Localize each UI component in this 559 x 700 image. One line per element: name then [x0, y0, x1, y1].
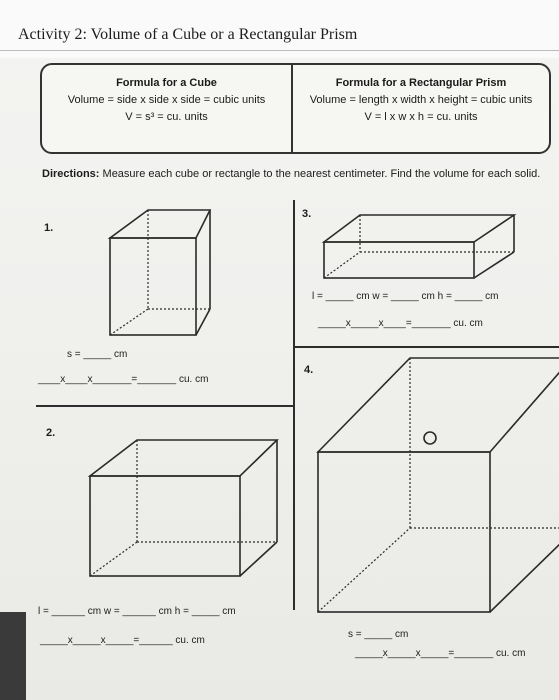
cube-formula-panel — [42, 75, 291, 126]
problem-3-number: 3. — [302, 208, 312, 220]
problem-4-number: 4. — [304, 364, 314, 376]
prism-formula-line1: Volume = length x width x height = cubic units — [309, 94, 533, 106]
title-divider — [0, 50, 559, 51]
prism-figure-3 — [318, 212, 548, 282]
problem-3-measure: l = _____ cm w = _____ cm h = _____ cm — [312, 291, 499, 302]
prism-formula-heading: Formula for a Rectangular Prism — [335, 77, 507, 89]
title-bar — [0, 0, 559, 58]
page-title: Activity 2: Volume of a Cube or a Rectangular Prism — [18, 26, 358, 43]
directions-body: Measure each cube or rectangle to the nearest centimeter. Find the volume for each solid. — [99, 168, 541, 180]
problem-2-measure: l = ______ cm w = ______ cm h = _____ cm — [38, 606, 236, 617]
problem-4-measure: s = _____ cm — [348, 629, 409, 640]
photo-background-edge — [0, 612, 26, 700]
problem-2-equation: _____x_____x_____=______ cu. cm — [40, 635, 205, 646]
right-row-divider — [293, 346, 559, 348]
cube-figure-1 — [100, 205, 220, 345]
problem-3-equation: _____x_____x____=_______ cu. cm — [318, 318, 483, 329]
prism-formula-line2: V = l x w x h = cu. units — [364, 111, 478, 123]
cube-figure-4 — [312, 352, 559, 622]
prism-figure-2 — [85, 436, 285, 586]
problem-2-number: 2. — [46, 427, 56, 439]
problem-1-equation: ____x____x_______=_______ cu. cm — [38, 374, 209, 385]
problem-1-measure: s = _____ cm — [67, 349, 128, 360]
cube-formula-heading: Formula for a Cube — [116, 77, 217, 89]
prism-formula-panel — [293, 75, 549, 126]
left-row-divider — [36, 405, 294, 407]
cube-formula-line2: V = s³ = cu. units — [125, 111, 208, 123]
formula-box — [40, 63, 551, 154]
cube-formula-line1: Volume = side x side x side = cubic units — [67, 94, 266, 106]
problem-1-number: 1. — [44, 222, 54, 234]
directions-text — [42, 167, 542, 181]
directions-label: Directions: — [42, 168, 100, 180]
problem-4-equation: _____x_____x_____=_______ cu. cm — [355, 648, 526, 659]
